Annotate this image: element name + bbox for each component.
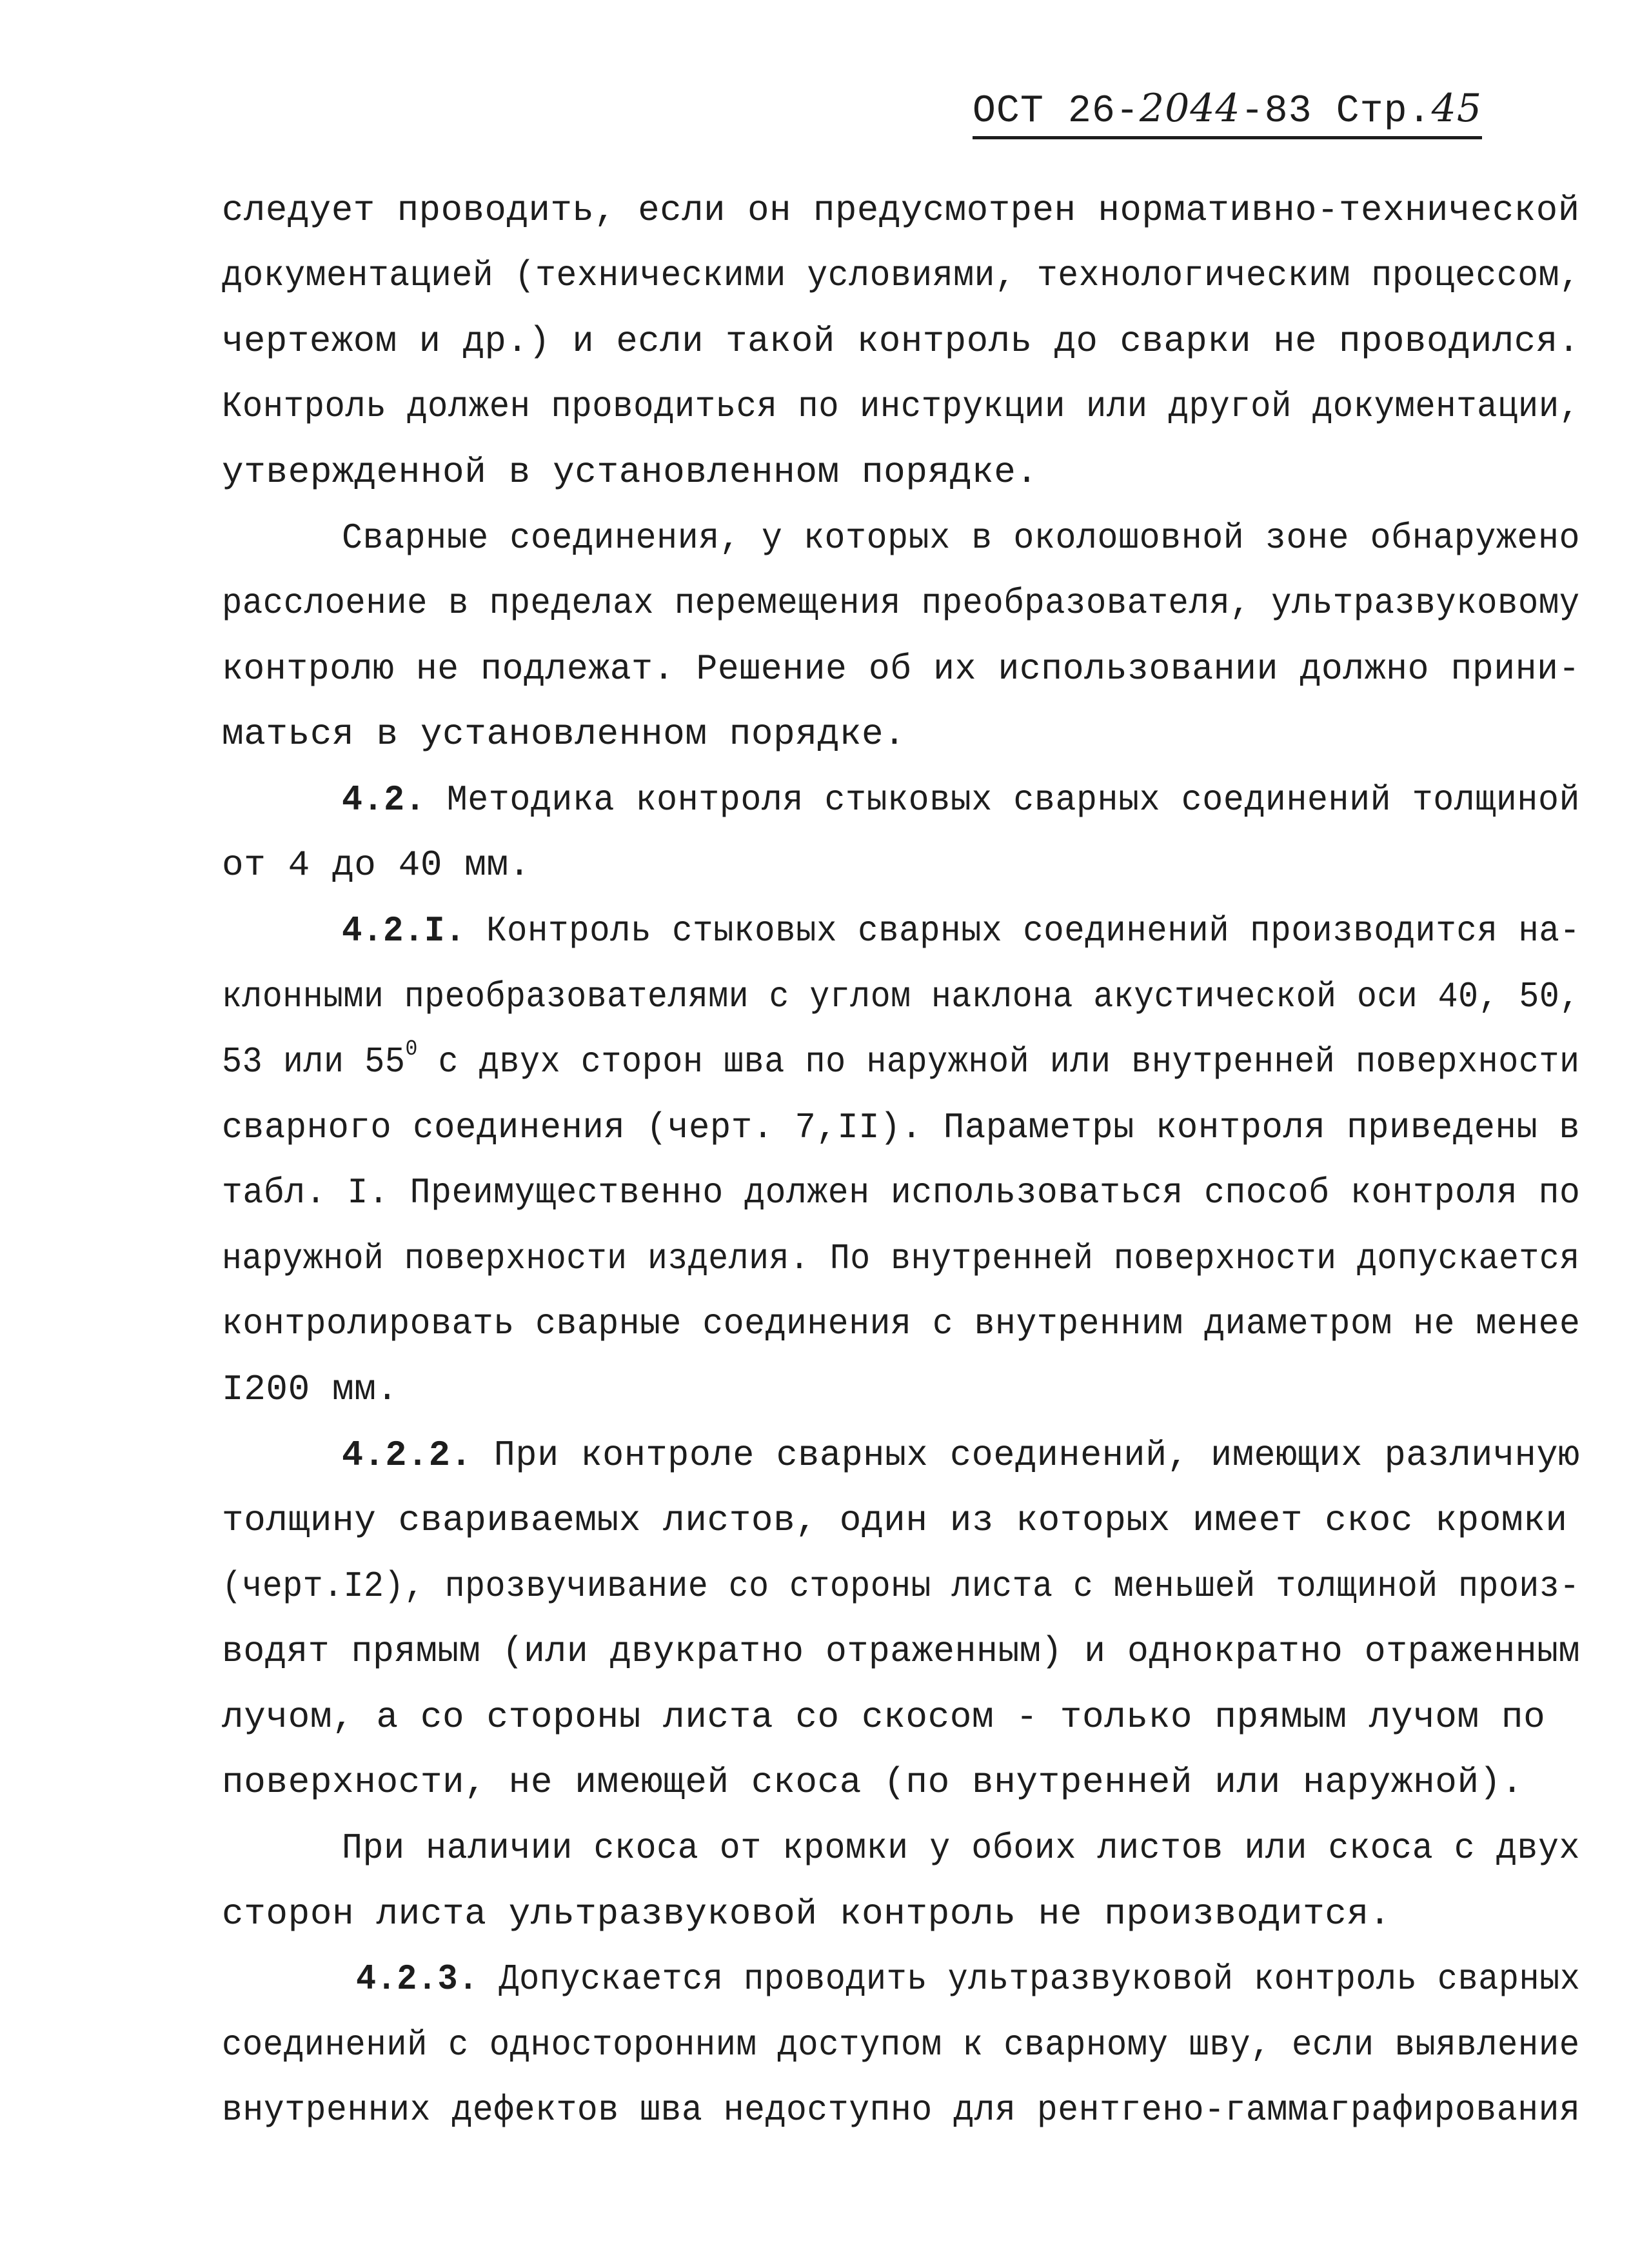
text-line: контролю не подлежат. Решение об их использовании должно прини- [222, 648, 1581, 690]
clause-line: 4.2.3. Допускается проводить ультразвуковой контроль сварных [356, 1958, 1581, 2000]
clause-line: 4.2.I. Контроль стыковых сварных соединений производится на- [342, 910, 1581, 951]
text-line: документацией (техническими условиями, технологическим процессом, [222, 255, 1581, 296]
section-number: 4.2. [342, 779, 426, 821]
text-line: утвержденной в установленном порядке. [222, 452, 1038, 493]
clause-number: 4.2.2. [342, 1435, 473, 1476]
standard-designation: ОСТ 26-2044-83 Стр.45 [973, 90, 1482, 139]
text-line: наружной поверхности изделия. По внутренней поверхности допускается [222, 1238, 1580, 1279]
page-header [972, 86, 1482, 134]
text-line: сторон листа ультразвуковой контроль не производится. [222, 1893, 1391, 1935]
text-line: соединений с односторонним доступом к сварному шву, если выявление [222, 2024, 1580, 2065]
text-line: расслоение в пределах перемещения преобразователя, ультразвуковому [222, 582, 1580, 624]
text-line: клонными преобразователями с углом наклона акустической оси 40, 50, [222, 976, 1580, 1017]
text-line: Сварные соединения, у которых в околошовной зоне обнаружено [342, 517, 1581, 559]
text-line: водят прямым (или двукратно отраженным) и однократно отраженным [222, 1631, 1581, 1672]
degree-superscript: 0 [405, 1037, 418, 1062]
clause-line: 4.2.2. При контроле сварных соединений, имеющих различную [342, 1435, 1580, 1476]
text-line: контролировать сварные соединения с внутренним диаметром не менее [222, 1303, 1581, 1344]
text-line: толщину свариваемых листов, один из которых имеет скос кромки [222, 1500, 1568, 1541]
page-number: 45 [1431, 86, 1482, 131]
text-line: следует проводить, если он предусмотрен нормативно-технической [222, 190, 1580, 231]
text-line: сварного соединения (черт. 7,II). Параметры контроля приведены в [222, 1107, 1581, 1148]
text-line: внутренних дефектов шва недоступно для рентгено-гаммаграфирования [222, 2089, 1581, 2131]
text-line: 53 или $55^0$ с двух сторон шва по наружной или внутренней поверхности [222, 1037, 1580, 1082]
text-line: маться в установленном порядке. [222, 713, 906, 755]
text-line: чертежом и др.) и если такой контроль до сварки не проводился. [222, 321, 1580, 362]
text-line: (черт.I2), прозвучивание со стороны листа с меньшей толщиной произ- [222, 1566, 1580, 1607]
text-line: I200 мм. [222, 1369, 399, 1410]
text-line: поверхности, не имеющей скоса (по внутренней или наружной). [222, 1762, 1524, 1803]
text-line: Контроль должен проводиться по инструкции или другой документации, [222, 386, 1580, 427]
clause-number: 4.2.I. [342, 910, 466, 951]
text-line: лучом, а со стороны листа со скосом - только прямым лучом по [222, 1696, 1546, 1738]
text-line: При наличии скоса от кромки у обоих листов или скоса с двух [342, 1827, 1581, 1869]
text-line: от 4 до 40 мм. [222, 844, 531, 886]
clause-number: 4.2.3. [356, 1958, 479, 2000]
standard-number: 2044 [1139, 86, 1241, 131]
text-line: табл. I. Преимущественно должен использоваться способ контроля по [222, 1172, 1581, 1213]
section-heading: 4.2. Методика контроля стыковых сварных соединений толщиной [342, 779, 1581, 821]
